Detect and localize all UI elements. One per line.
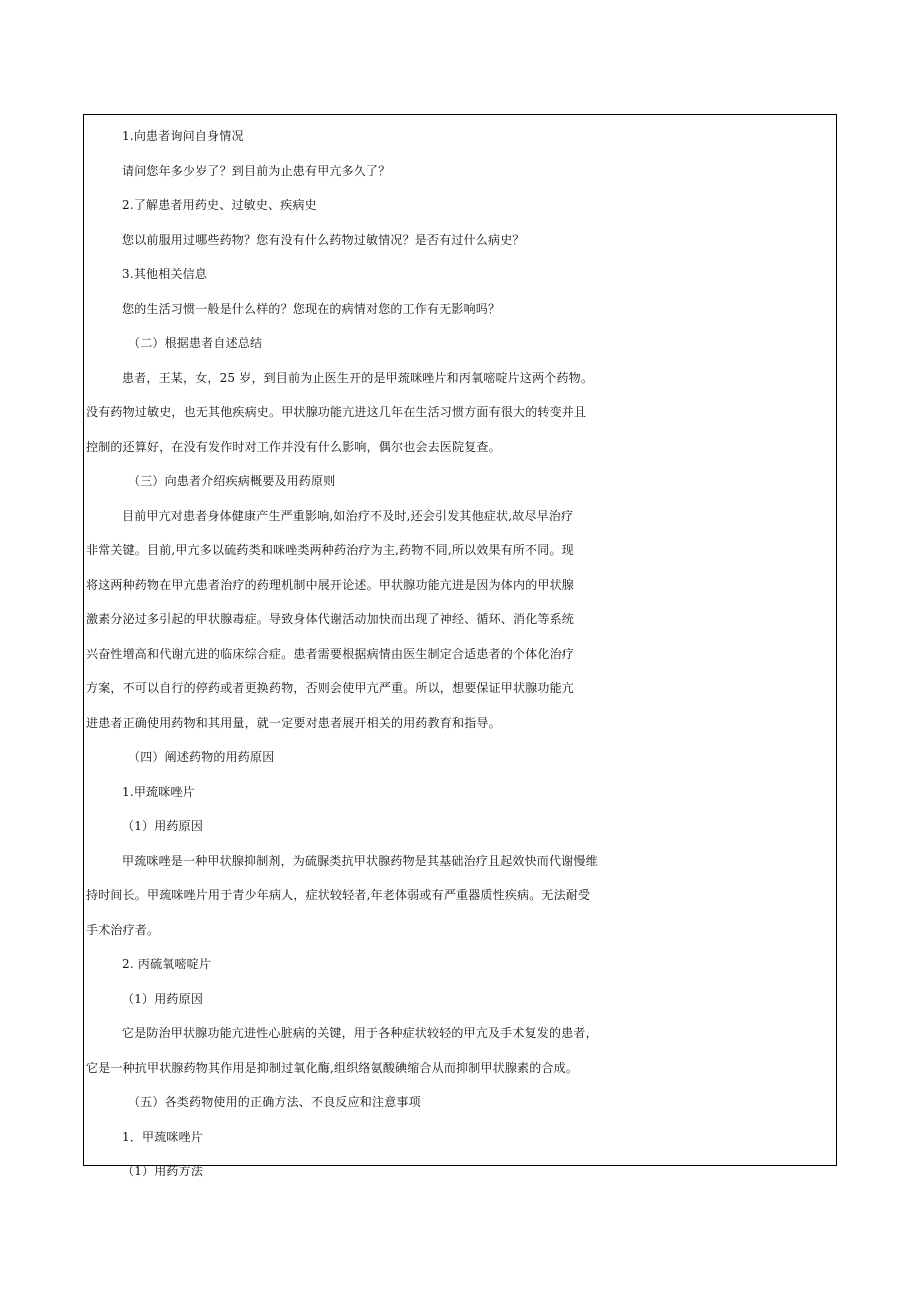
item-heading: 1.向患者询问自身情况 [122, 129, 244, 143]
question-line: 请问您年多少岁了？到目前为止患有甲亢多久了？ [122, 163, 391, 178]
paragraph-line: 患者，王某，女，25 岁，到目前为止医生开的是甲巯咪唑片和丙氧嘧啶片这两个药物。 [122, 370, 594, 385]
sub-heading: （1）用药原因 [122, 819, 204, 833]
paragraph-line: 它是防治甲状腺功能亢进性心脏病的关键，用于各种症状较轻的甲亢及手术复发的患者， [122, 1026, 598, 1040]
question-line: 您的生活习惯一般是什么样的？您现在的病情对您的工作有无影响吗？ [122, 301, 501, 316]
paragraph-line: 方案，不可以自行的停药或者更换药物，否则会使甲亢严重。所以，想要保证甲状腺功能亢 [86, 681, 575, 695]
sub-heading: （1）用药方法 [122, 1164, 204, 1178]
paragraph-line: 进患者正确使用药物和其用量，就一定要对患者展开相关的用药教育和指导。 [86, 715, 501, 730]
paragraph-line: 兴奋性增高和代谢亢进的临床综合症。患者需要根据病情由医生制定合适患者的个体化治疗 [86, 646, 575, 661]
paragraph-line: 甲巯咪唑是一种甲状腺抑制剂，为硫脲类抗甲状腺药物是其基础治疗且起效快而代谢慢维 [122, 853, 598, 868]
paragraph-line: 目前甲亢对患者身体健康产生严重影响,如治疗不及时,还会引发其他症状,故尽早治疗 [122, 508, 574, 523]
paragraph-line: 控制的还算好，在没有发作时对工作并没有什么影响，偶尔也会去医院复查。 [86, 439, 501, 454]
cell-content [86, 119, 834, 1189]
drug-heading: 2. 丙硫氧嘧啶片 [122, 957, 212, 971]
paragraph-line: 激素分泌过多引起的甲状腺毒症。导致身体代谢活动加快而出现了神经、循环、消化等系统 [86, 612, 575, 626]
question-line: 您以前服用过哪些药物？您有没有什么药物过敏情况？是否有过什么病史？ [122, 232, 525, 247]
paragraph-line: 没有药物过敏史，也无其他疾病史。甲状腺功能亢进这几年在生活习惯方面有很大的转变并且 [86, 405, 587, 419]
sub-heading: （1）用药原因 [122, 991, 204, 1006]
paragraph-line: 手术治疗者。 [86, 922, 160, 937]
section-heading: （二）根据患者自述总结 [128, 336, 263, 350]
item-heading: 2.了解患者用药史、过敏史、疾病史 [122, 198, 317, 212]
section-heading: （五）各类药物使用的正确方法、不良反应和注意事项 [128, 1095, 421, 1109]
paragraph-line: 持时间长。甲巯咪唑片用于青少年病人，症状较轻者,年老体弱或有严重器质性疾病。无法耐受 [86, 888, 591, 902]
drug-heading: 1．甲巯咪唑片 [122, 1129, 204, 1144]
document-table-cell [83, 114, 837, 1178]
paragraph-line: 将这两种药物在甲亢患者治疗的药理机制中展开论述。甲状腺功能亢进是因为体内的甲状腺 [86, 577, 575, 592]
section-heading: （四）阐述药物的用药原因 [128, 750, 275, 764]
paragraph-line: 它是一种抗甲状腺药物其作用是抑制过氧化酶,组织络氨酸碘缩合从而抑制甲状腺素的合成。 [86, 1060, 579, 1075]
drug-heading: 1.甲巯咪唑片 [122, 784, 195, 799]
item-heading: 3.其他相关信息 [122, 267, 208, 281]
paragraph-line: 非常关键。目前,甲亢多以硫药类和咪唑类两种药治疗为主,药物不同,所以效果有所不同。现 [86, 543, 574, 557]
section-heading: （三）向患者介绍疾病概要及用药原则 [128, 474, 336, 488]
